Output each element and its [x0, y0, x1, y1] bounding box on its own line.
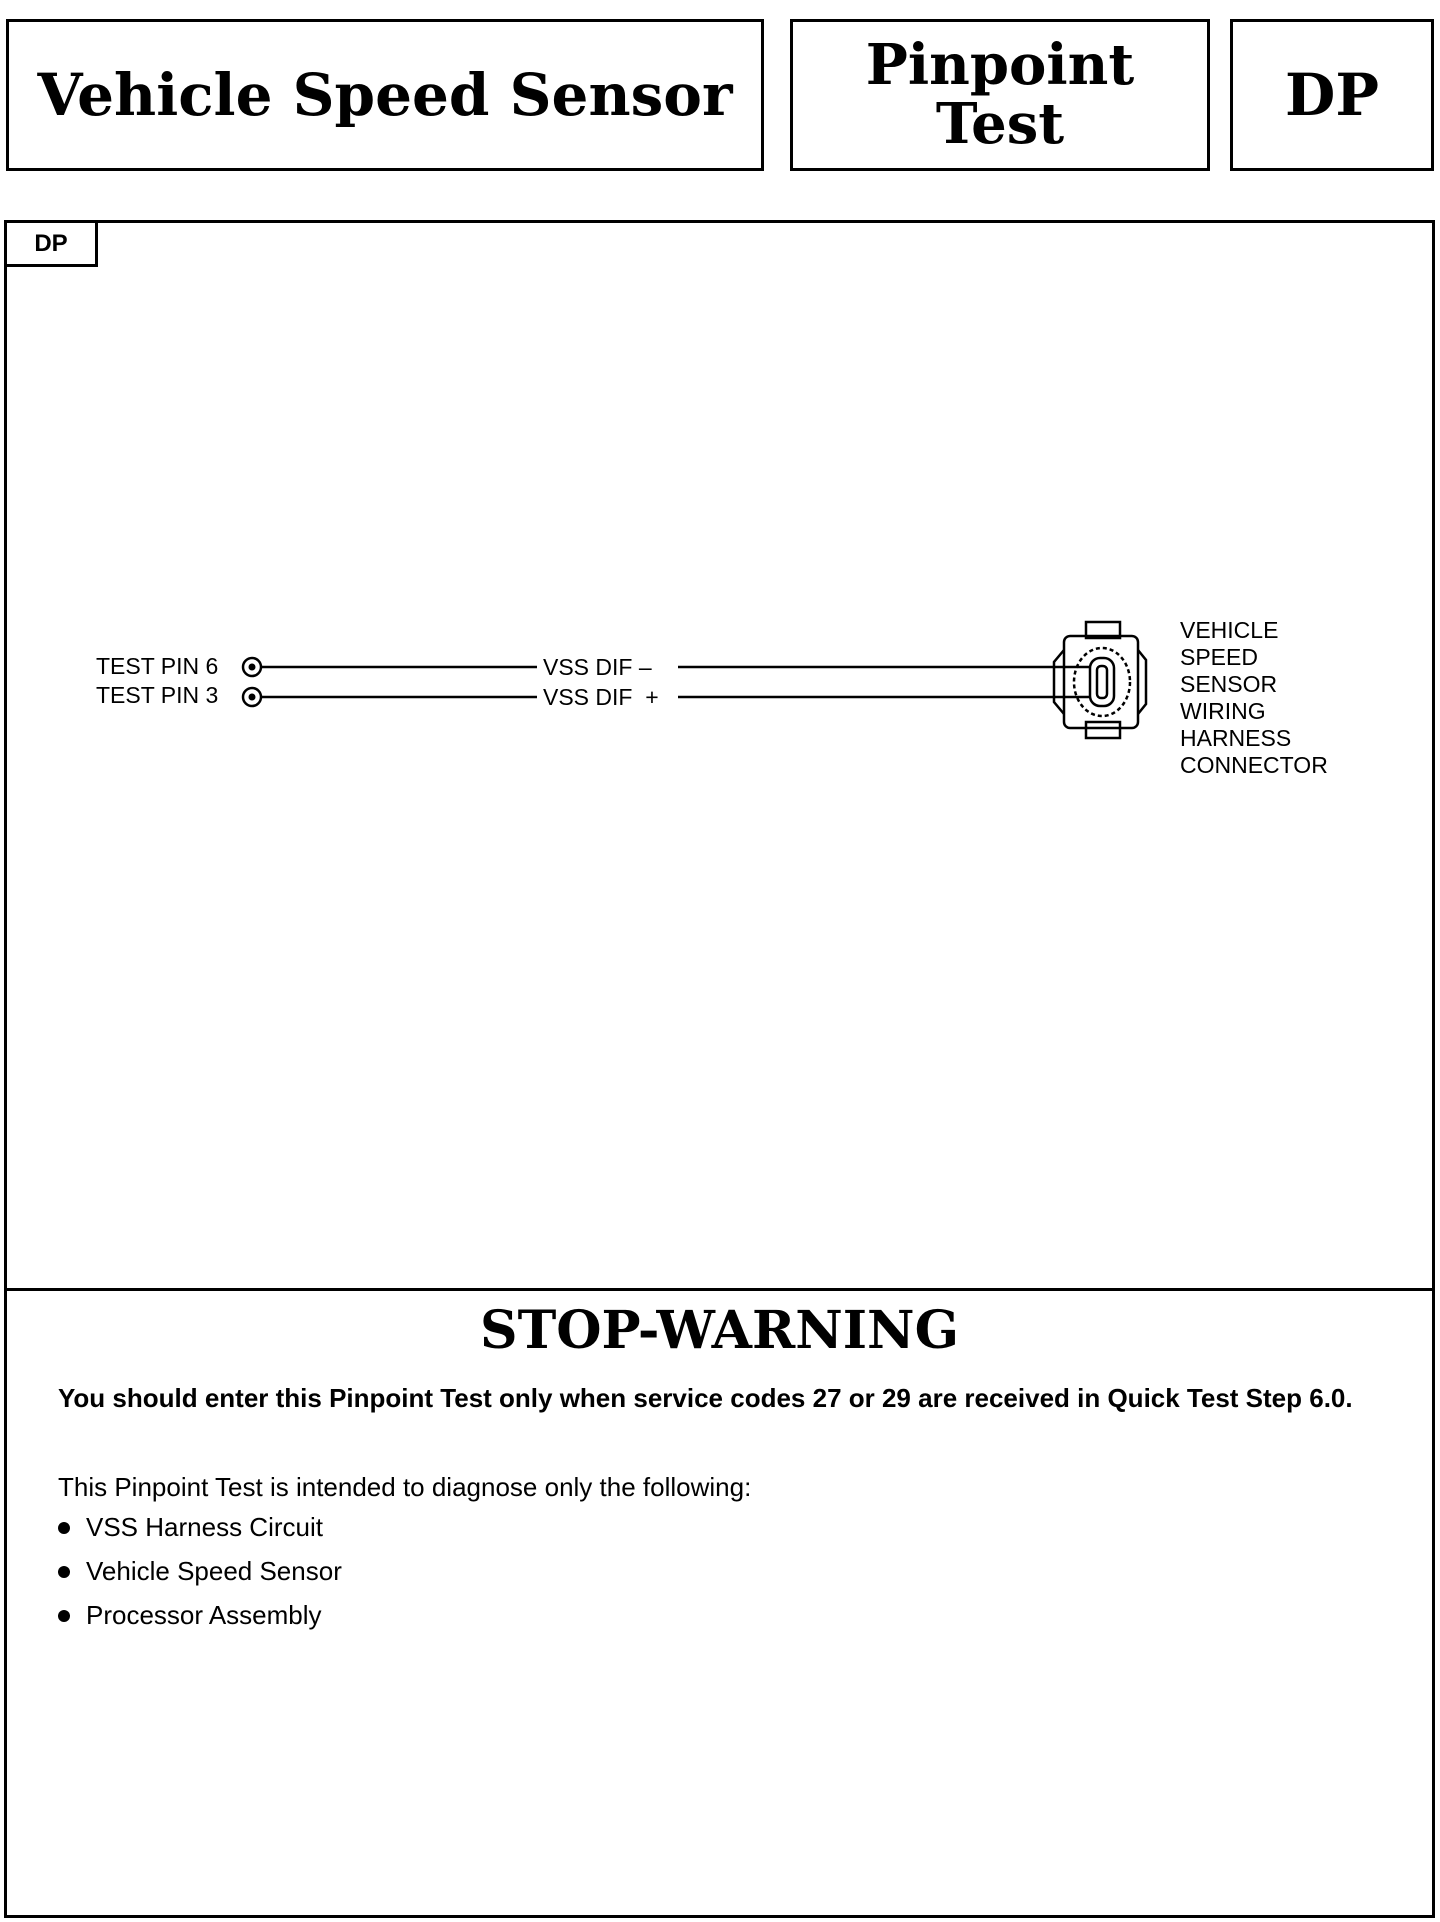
list-item-label: VSS Harness Circuit — [86, 1512, 323, 1542]
list-item — [58, 1556, 342, 1600]
connector-label-line6: CONNECTOR — [1180, 752, 1328, 778]
diagram-tag-label: DP — [34, 229, 68, 257]
pin-3-label: TEST PIN 3 — [96, 682, 219, 708]
warning-note: You should enter this Pinpoint Test only when service codes 27 or 29 are received in Quick Test Step 6.0. — [58, 1383, 1353, 1413]
wire-vss-dif-plus-label: VSS DIF + — [543, 684, 659, 710]
connector-label-line4: WIRING — [1180, 698, 1266, 724]
connector-label-line2: SPEED — [1180, 644, 1258, 670]
list-item — [58, 1600, 342, 1644]
header-test-type-line2: Test — [935, 91, 1065, 157]
diagnose-list — [58, 1512, 342, 1644]
header-title: Vehicle Speed Sensor — [37, 61, 733, 129]
pin-6-label: TEST PIN 6 — [96, 653, 219, 679]
bullet-icon — [58, 1610, 70, 1622]
warning-title: STOP-WARNING — [480, 1300, 959, 1361]
connector-label-line1: VEHICLE — [1180, 617, 1279, 643]
section-divider — [4, 1288, 1435, 1291]
warning-intro: This Pinpoint Test is intended to diagnose only the following: — [58, 1472, 752, 1502]
connector-label-line3: SENSOR — [1180, 671, 1278, 697]
header-test-type-line1: Pinpoint — [865, 32, 1135, 99]
list-item-label: Vehicle Speed Sensor — [86, 1556, 342, 1586]
bullet-icon — [58, 1566, 70, 1578]
bullet-icon — [58, 1522, 70, 1534]
pin-3-terminal — [243, 688, 261, 706]
header-code: DP — [1285, 61, 1379, 129]
list-item — [58, 1512, 342, 1556]
wire-vss-dif-minus-label: VSS DIF – — [543, 654, 652, 680]
pin-6-terminal — [243, 658, 261, 676]
harness-connector-icon — [1054, 622, 1146, 738]
list-item-label: Processor Assembly — [86, 1600, 322, 1630]
connector-label-line5: HARNESS — [1180, 725, 1292, 751]
